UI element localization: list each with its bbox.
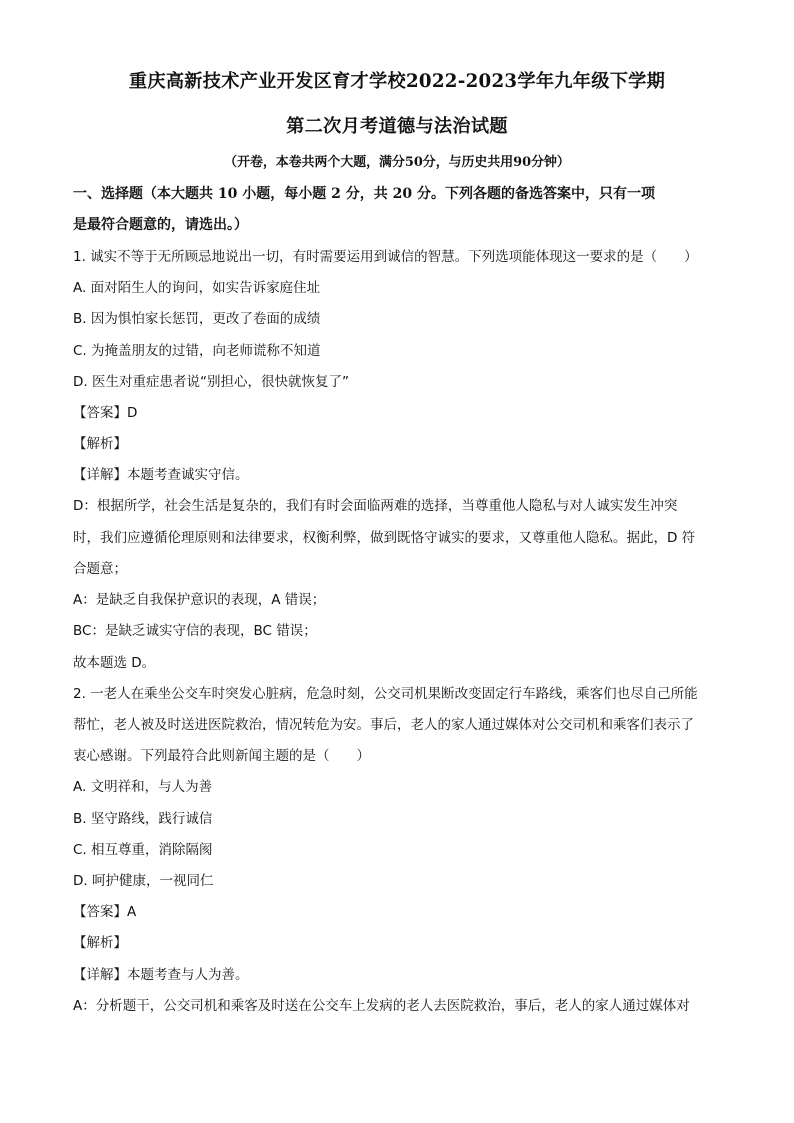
q2-stem-line2: 帮忙，老人被及时送进医院救治，情况转危为安。事后，老人的家人通过媒体对公交司机和乘客们表示了 [73, 717, 694, 733]
q2-option-c: C. 相互尊重，消除隔阂 [73, 842, 213, 858]
q1-explain-bc: BC：是缺乏诚实守信的表现，BC 错误； [73, 623, 317, 639]
q1-explain-a: A：是缺乏自我保护意识的表现，A 错误； [73, 592, 326, 608]
q1-option-c: C. 为掩盖朋友的过错，向老师谎称不知道 [73, 343, 321, 359]
q1-option-d: D. 医生对重症患者说“别担心，很快就恢复了” [73, 374, 349, 390]
q1-explain-d-line2: 时，我们应遵循伦理原则和法律要求，权衡利弊，做到既恪守诚实的要求，又尊重他人隐私。据此，D 符 [73, 530, 696, 546]
q1-stem: 1. 诚实不等于无所顾忌地说出一切，有时需要运用到诚信的智慧。下列选项能体现这一要求的是（ ） [73, 249, 698, 265]
q2-stem-line1: 2. 一老人在乘坐公交车时突发心脏病，危急时刻，公交司机果断改变固定行车路线，乘客们也尽自己所能 [73, 686, 698, 702]
q2-detail: 【详解】本题考查与人为善。 [73, 967, 249, 983]
exam-subtitle: （开卷，本卷共两个大题，满分50分，与历史共用90分钟） [224, 155, 570, 170]
exam-title-line2: 第二次月考道德与法治试题 [286, 116, 508, 137]
q1-explain-d-line1: D：根据所学，社会生活是复杂的，我们有时会面临两难的选择，当尊重他人隐私与对人诚实发生冲突 [73, 498, 678, 514]
q1-option-a: A. 面对陌生人的询问，如实告诉家庭住址 [73, 280, 321, 296]
q1-answer: 【答案】D [73, 405, 138, 421]
q2-answer: 【答案】A [73, 904, 137, 920]
q1-conclusion: 故本题选 D。 [73, 655, 156, 671]
q2-option-d: D. 呵护健康，一视同仁 [73, 873, 214, 889]
q2-explain-a-line1: A：分析题干，公交司机和乘客及时送在公交车上发病的老人去医院救治，事后，老人的家人通过媒体对 [73, 998, 690, 1014]
q2-analysis-label: 【解析】 [73, 935, 127, 951]
q1-analysis-label: 【解析】 [73, 436, 127, 452]
q1-detail: 【详解】本题考查诚实守信。 [73, 467, 249, 483]
section-heading-line1: 一、选择题（本大题共 10 小题，每小题 2 分，共 20 分。下列各题的备选答案中，只有一项 [73, 186, 655, 202]
exam-title-line1: 重庆高新技术产业开发区育才学校2022-2023学年九年级下学期 [128, 71, 666, 92]
q2-stem-line3: 衷心感谢。下列最符合此则新闻主题的是（ ） [73, 748, 370, 764]
q1-explain-d-line3: 合题意； [73, 561, 127, 577]
section-heading-line2: 是最符合题意的，请选出。） [73, 217, 248, 233]
q1-option-b: B. 因为惧怕家长惩罚，更改了卷面的成绩 [73, 311, 321, 327]
q2-option-a: A. 文明祥和，与人为善 [73, 779, 213, 795]
q2-option-b: B. 坚守路线，践行诚信 [73, 811, 213, 827]
